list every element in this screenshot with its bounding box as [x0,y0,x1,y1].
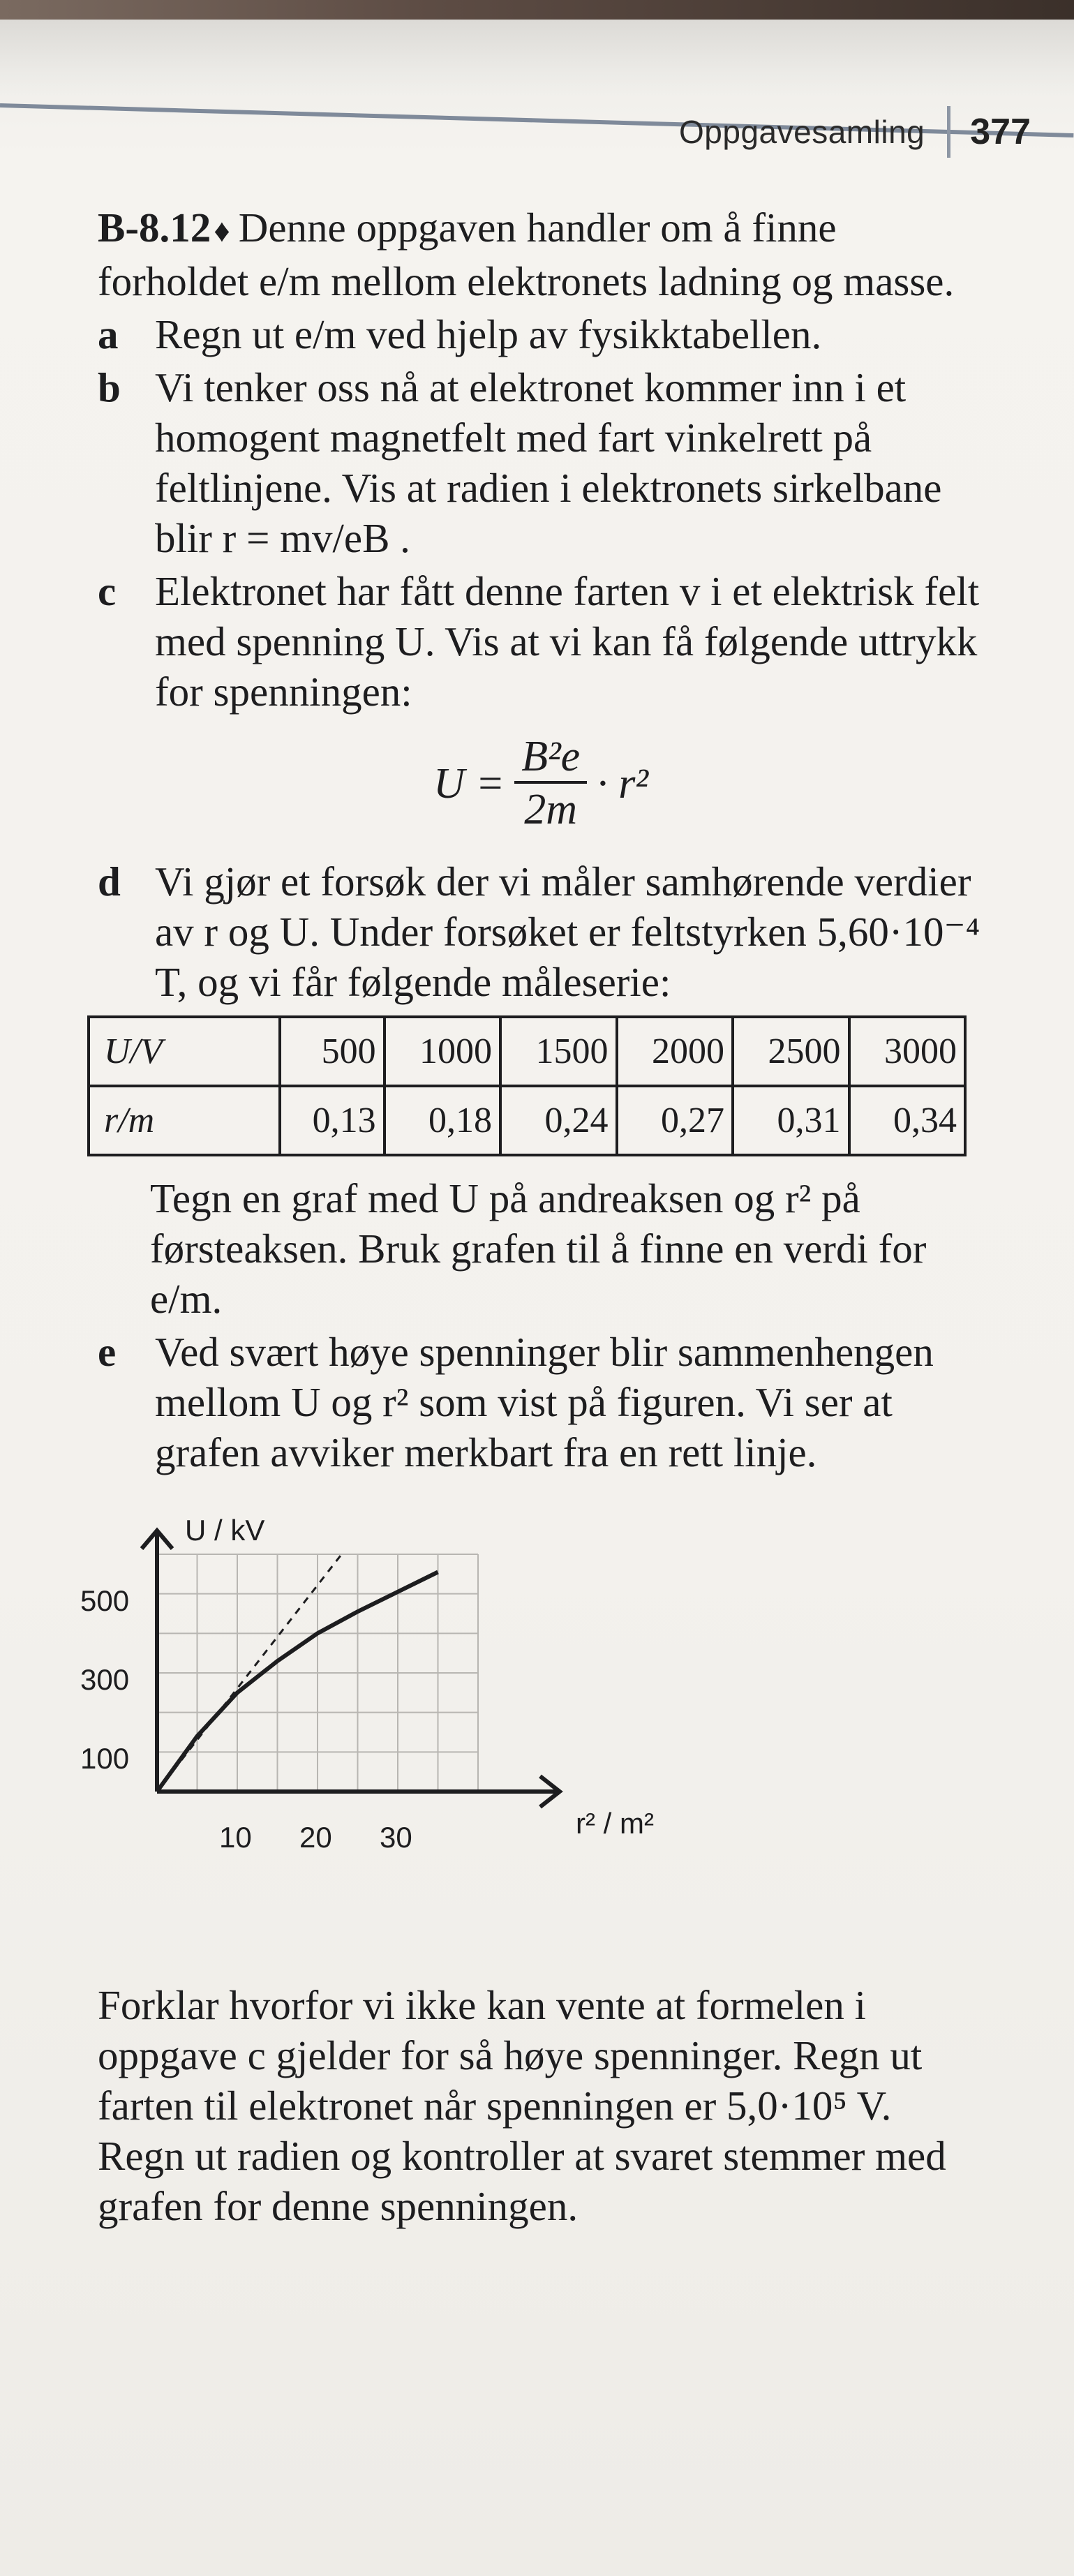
closing-text: Forklar hvorfor vi ikke kan vente at formelen i oppgave c gjelder for så høye spenninger. Regn ut farten til elektronet når spenningen er 5,0·10⁵ V. Regn ut radien og kontroller at svaret stemmer med grafen for denne spenningen. [98,1982,946,2229]
subtask-text: Vi tenker oss nå at elektronet kommer inn i et homogent magnetfelt med fart vinkelrett på feltlinjene. Vis at radien i elektronets sirkelbane blir r = mv/eB . [155,364,942,561]
y-tick-label: 300 [80,1663,130,1696]
y-tick-label: 500 [80,1584,130,1617]
subtask-letter: c [98,568,117,614]
table-cell: 0,31 [733,1086,849,1155]
row-header: U/V [89,1017,280,1086]
table-cell: 500 [280,1017,385,1086]
formula-denominator: 2m [524,786,578,833]
table-cell: 1500 [500,1017,616,1086]
formula-rhs: · r² [597,760,648,807]
voltage-radius-graph [77,1505,654,1896]
subtask-c [98,566,984,717]
table-cell: 0,34 [849,1086,966,1155]
background-edge [0,0,1074,20]
table-cell: 2000 [617,1017,733,1086]
graph-svg [77,1505,635,1896]
table-row [89,1017,965,1086]
measured-curve [157,1572,438,1792]
task-content [80,202,984,2231]
voltage-formula [98,732,984,835]
page-number: 377 [970,112,1031,152]
subtask-e [98,1327,984,1477]
subtask-letter: d [98,858,121,904]
table-cell: 0,13 [280,1086,385,1155]
x-tick-label: 30 [380,1821,412,1854]
subtask-a [98,309,984,359]
subtask-d [98,856,984,1007]
table-cell: 0,18 [385,1086,500,1155]
x-tick-label: 20 [299,1821,332,1854]
table-cell: 2500 [733,1017,849,1086]
axes [142,1531,560,1807]
y-axis-label: U / kV [185,1514,265,1547]
diamond-icon: ♦ [214,213,230,248]
subtask-text: Regn ut e/m ved hjelp av fysikktabellen. [155,311,822,357]
formula-lhs: U = [433,760,505,807]
task-id: B-8.12 [98,204,211,251]
subtask-b [98,362,984,563]
x-tick-label: 10 [219,1821,252,1854]
intro-text: Denne oppgaven handler om å finne forholdet e/m mellom elektronets ladning og masse. [98,204,955,304]
table-cell: 3000 [849,1017,966,1086]
subtask-letter: e [98,1329,117,1375]
subtask-letter: b [98,364,121,410]
table-cell: 0,27 [617,1086,733,1155]
section-title: Oppgavesamling [679,114,925,150]
subtask-text: Vi gjør et forsøk der vi måler samhørende verdier av r og U. Under forsøket er feltstyrken 5,60·10⁻⁴ T, og vi får følgende måleserie: [155,858,980,1005]
subtask-text: Ved svært høye spenninger blir sammenhengen mellom U og r² som vist på figuren. Vi ser at grafen avviker merkbart fra en rett linje. [155,1329,934,1475]
table-row [89,1086,965,1155]
running-head [679,106,1031,158]
table-cell: 1000 [385,1017,500,1086]
task-intro [98,202,984,306]
graph-instruction: Tegn en graf med U på andreaksen og r² på førsteaksen. Bruk grafen til å finne en verdi for e/m. [150,1175,927,1322]
formula-numerator: B²e [514,732,587,784]
subtask-text: Elektronet har fått denne farten v i et elektrisk felt med spenning U. Vis at vi kan få følgende uttrykk for spenningen: [155,568,980,715]
row-header: r/m [89,1086,280,1155]
grid [157,1554,478,1792]
formula-fraction [514,732,587,835]
header-separator [947,106,950,158]
measurement-table [87,1015,967,1156]
table-cell: 0,24 [500,1086,616,1155]
y-tick-label: 100 [80,1742,130,1775]
subtask-letter: a [98,311,119,357]
x-axis-label: r² / m² [576,1807,654,1840]
page-shadow [0,20,1074,96]
